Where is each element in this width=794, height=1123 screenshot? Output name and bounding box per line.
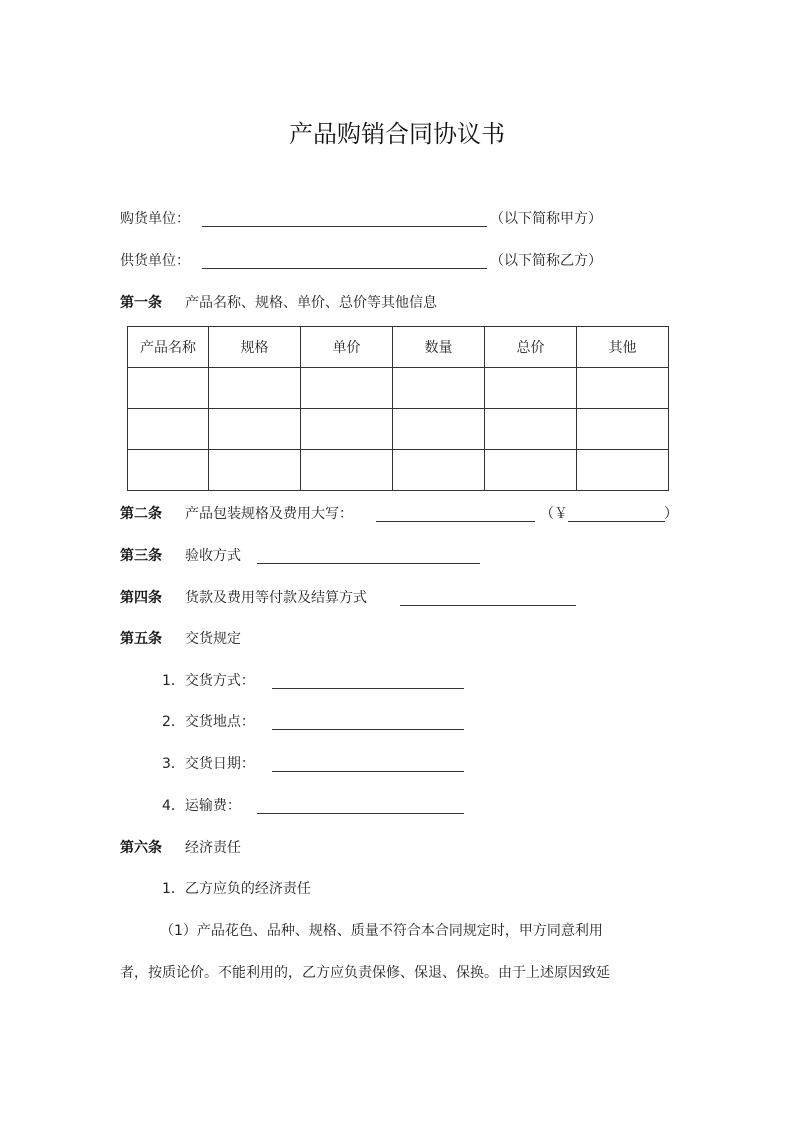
buyer-label: 购货单位： — [120, 211, 190, 227]
cell[interactable] — [577, 409, 669, 450]
buyer-field[interactable] — [202, 226, 487, 227]
seller-label: 供货单位： — [120, 253, 190, 269]
yen-label: （￥ — [540, 506, 568, 522]
delivery-method-label: 1．交货方式： — [162, 673, 255, 689]
cell[interactable] — [301, 409, 393, 450]
seller-field[interactable] — [202, 268, 487, 269]
cell[interactable] — [209, 409, 301, 450]
table-row — [128, 450, 669, 491]
cell[interactable] — [485, 450, 577, 491]
article-2-number: 第二条 — [120, 506, 162, 522]
cell[interactable] — [128, 450, 209, 491]
article-6-number: 第六条 — [120, 840, 162, 856]
cell[interactable] — [393, 450, 485, 491]
header-cell: 单价 — [301, 327, 393, 368]
article-4-number: 第四条 — [120, 590, 162, 606]
cell[interactable] — [128, 409, 209, 450]
cell[interactable] — [577, 368, 669, 409]
yen-amount-field[interactable] — [568, 521, 665, 522]
article-6-sub-1: 1．乙方应负的经济责任 — [162, 881, 311, 897]
header-cell: 总价 — [485, 327, 577, 368]
article-6-text: 经济责任 — [185, 840, 241, 856]
buyer-note: （以下简称甲方） — [490, 211, 602, 227]
table-row — [128, 368, 669, 409]
seller-note: （以下简称乙方） — [490, 253, 602, 269]
cell[interactable] — [301, 450, 393, 491]
cell[interactable] — [485, 368, 577, 409]
document-title: 产品购销合同协议书 — [289, 120, 505, 148]
product-table — [127, 326, 669, 491]
cell[interactable] — [209, 368, 301, 409]
shipping-fee-label: 4．运输费： — [162, 798, 241, 814]
cell[interactable] — [577, 450, 669, 491]
table-header-row — [128, 327, 669, 368]
article-2-text: 产品包装规格及费用大写： — [185, 506, 353, 522]
header-cell: 规格 — [209, 327, 301, 368]
header-cell: 产品名称 — [128, 327, 209, 368]
article-3-text: 验收方式 — [185, 548, 241, 564]
payment-field[interactable] — [400, 605, 576, 606]
article-4-text: 货款及费用等付款及结算方式 — [185, 590, 367, 606]
yen-close: ） — [664, 506, 678, 522]
delivery-method-field[interactable] — [272, 688, 464, 689]
paragraph-line-1: （1）产品花色、品种、规格、质量不符合本合同规定时，甲方同意利用 — [160, 923, 603, 939]
cell[interactable] — [393, 368, 485, 409]
article-1-text: 产品名称、规格、单价、总价等其他信息 — [185, 295, 437, 311]
cell[interactable] — [301, 368, 393, 409]
cell[interactable] — [128, 368, 209, 409]
delivery-date-field[interactable] — [272, 771, 464, 772]
packaging-cost-field[interactable] — [376, 521, 535, 522]
article-3-number: 第三条 — [120, 548, 162, 564]
article-5-number: 第五条 — [120, 631, 162, 647]
cell[interactable] — [393, 409, 485, 450]
shipping-fee-field[interactable] — [257, 813, 464, 814]
table-row — [128, 409, 669, 450]
article-5-text: 交货规定 — [185, 631, 241, 647]
cell[interactable] — [485, 409, 577, 450]
paragraph-line-2: 者，按质论价。不能利用的，乙方应负责保修、保退、保换。由于上述原因致延 — [120, 965, 610, 981]
delivery-date-label: 3．交货日期： — [162, 756, 255, 772]
acceptance-field[interactable] — [257, 563, 480, 564]
header-cell: 其他 — [577, 327, 669, 368]
delivery-place-label: 2．交货地点： — [162, 714, 255, 730]
cell[interactable] — [209, 450, 301, 491]
header-cell: 数量 — [393, 327, 485, 368]
delivery-place-field[interactable] — [272, 729, 464, 730]
article-1-number: 第一条 — [120, 295, 162, 311]
